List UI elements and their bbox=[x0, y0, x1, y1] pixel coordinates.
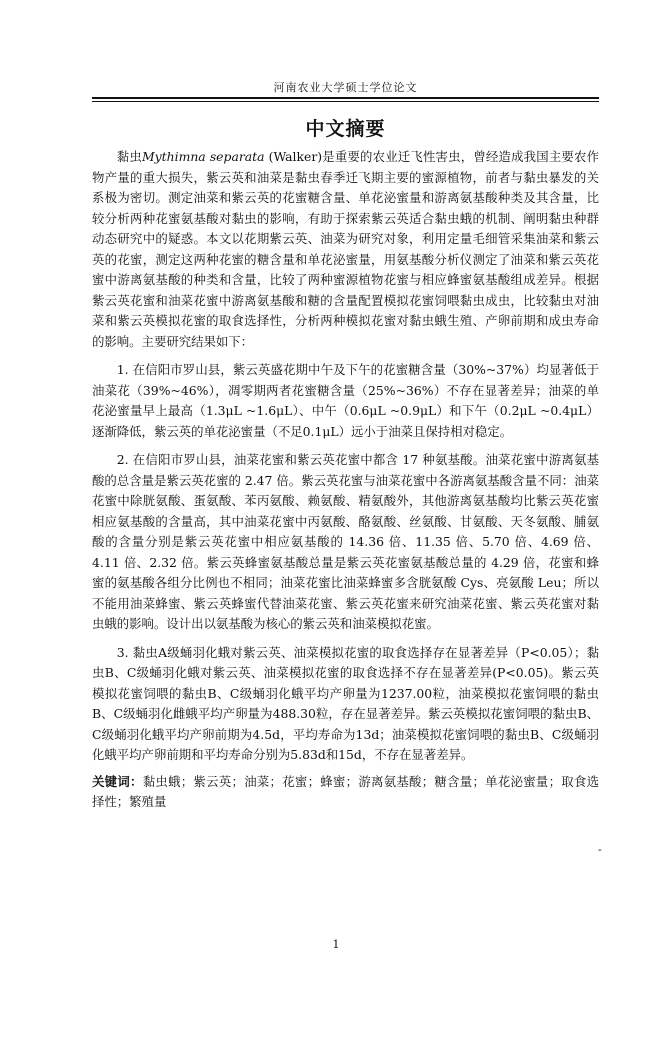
section-title: 中文摘要 bbox=[305, 118, 386, 140]
keywords-text: 黏虫蛾；紫云英；油菜；花蜜；蜂蜜；游离氨基酸；糖含量；单花泌蜜量；取食选择性；繁殖量 bbox=[92, 773, 600, 809]
keywords-line bbox=[92, 772, 599, 813]
result-item-1: 1. 在信阳市罗山县，紫云英盛花期中午及下午的花蜜糖含量（30%~37%）均显著低于油菜花（39%~46%），凋零期两者花蜜糖含量（25%~36%）不存在显著差异；油菜的单花泌蜜量早上最高（1.3μL ~1.6μL）、中午（0.6μL ~0.9μL）和下午（0.2μL ~0.4μL）逐渐降低，紫云英的单花泌蜜量（不足0.1μL）远小于油菜且保持相对稳定。 bbox=[92, 362, 599, 439]
page-number: 1 bbox=[332, 938, 340, 951]
intro-text-b: (Walker)是重要的农业迁飞性害虫，曾经造成我国主要农作物产量的重大损失，紫云英和油菜是黏虫春季迁飞期主要的蜜源植物，前者与黏虫暴发的关系极为密切。测定油菜和紫云英的花蜜糖含量、单花泌蜜量和游离氨基酸种类及其含量，比较分析两种花蜜氨基酸对黏虫的影响，有助于探索紫云英适合黏虫蛾的机制、阐明黏虫种群动态研究中的疑惑。本文以花期紫云英、油菜为研究对象，利用定量毛细管采集油菜和紫云英的花蜜，测定这两种花蜜的糖含量和单花泌蜜量，用氨基酸分析仪测定了油菜和紫云英花蜜中游离氨基酸的种类和含量，比较了两种蜜源植物花蜜与相应蜂蜜氨基酸组成差异。根据紫云英花蜜和油菜花蜜中游离氨基酸和糖的含量配置模拟花蜜饲喂黏虫成虫，比较黏虫对油菜和紫云英模拟花蜜的取食选择性，分析两种模拟花蜜对黏虫蛾生殖、产卵前期和成虫寿命的影响。主要研究结果如下： bbox=[92, 149, 599, 349]
header-rule-thin bbox=[92, 101, 599, 102]
intro-text-a: 黏虫 bbox=[116, 149, 142, 164]
species-name: Mythimna separata bbox=[141, 149, 265, 164]
abstract-body bbox=[92, 147, 599, 813]
result-item-2: 2. 在信阳市罗山县，油菜花蜜和紫云英花蜜中都含 17 种氨基酸。油菜花蜜中游离氨基酸的总含量是紫云英花蜜的 2.47 倍。紫云英花蜜与油菜花蜜中各游离氨基酸含量不同：油菜花蜜中除胱氨酸、蛋氨酸、苯丙氨酸、赖氨酸、精氨酸外，其他游离氨基酸均比紫云英花蜜相应氨基酸的含量高，其中油菜花蜜中丙氨酸、酪氨酸、丝氨酸、甘氨酸、天冬氨酸、脯氨酸的含量分别是紫云英花蜜中相应氨基酸的 14.36 倍、11.35 倍、5.70 倍、4.69 倍、4.11 倍、2.32 倍。紫云英蜂蜜氨基酸总量是紫云英花蜜氨基酸总量的 4.29 倍，花蜜和蜂蜜的氨基酸各组分比例也不相同；油菜花蜜比油菜蜂蜜多含胱氨酸 Cys、亮氨酸 Leu；所以不能用油菜蜂蜜、紫云英蜂蜜代替油菜花蜜、紫云英花蜜来研究油菜花蜜、紫云英花蜜对黏虫蛾的影响。设计出以氨基酸为核心的紫云英和油菜模拟花蜜。 bbox=[92, 452, 599, 631]
margin-mark: - bbox=[598, 843, 602, 856]
keywords-label: 关键词： bbox=[92, 773, 143, 789]
result-item-3: 3. 黏虫A级蛹羽化蛾对紫云英、油菜模拟花蜜的取食选择存在显著差异（P<0.05）；黏虫B、C级蛹羽化蛾对紫云英、油菜模拟花蜜的取食选择不存在显著差异(P<0.05)。紫云英模拟花蜜饲喂的黏虫B、C级蛹羽化蛾平均产卵量为1237.00粒，油菜模拟花蜜饲喂的黏虫B、C级蛹羽化雌蛾平均产卵量为488.30粒，存在显著差异。紫云英模拟花蜜饲喂的黏虫B、C级蛹羽化蛾平均产卵前期为4.5d，平均寿命为13d；油菜模拟花蜜饲喂的黏虫B、C级蛹羽化蛾平均产卵前期和平均寿命分别为5.83d和15d，不存在显著差异。 bbox=[92, 644, 599, 762]
header-rule-thick bbox=[92, 97, 599, 99]
running-header: 河南农业大学硕士学位论文 bbox=[273, 81, 418, 94]
abstract-intro-paragraph bbox=[92, 147, 599, 352]
